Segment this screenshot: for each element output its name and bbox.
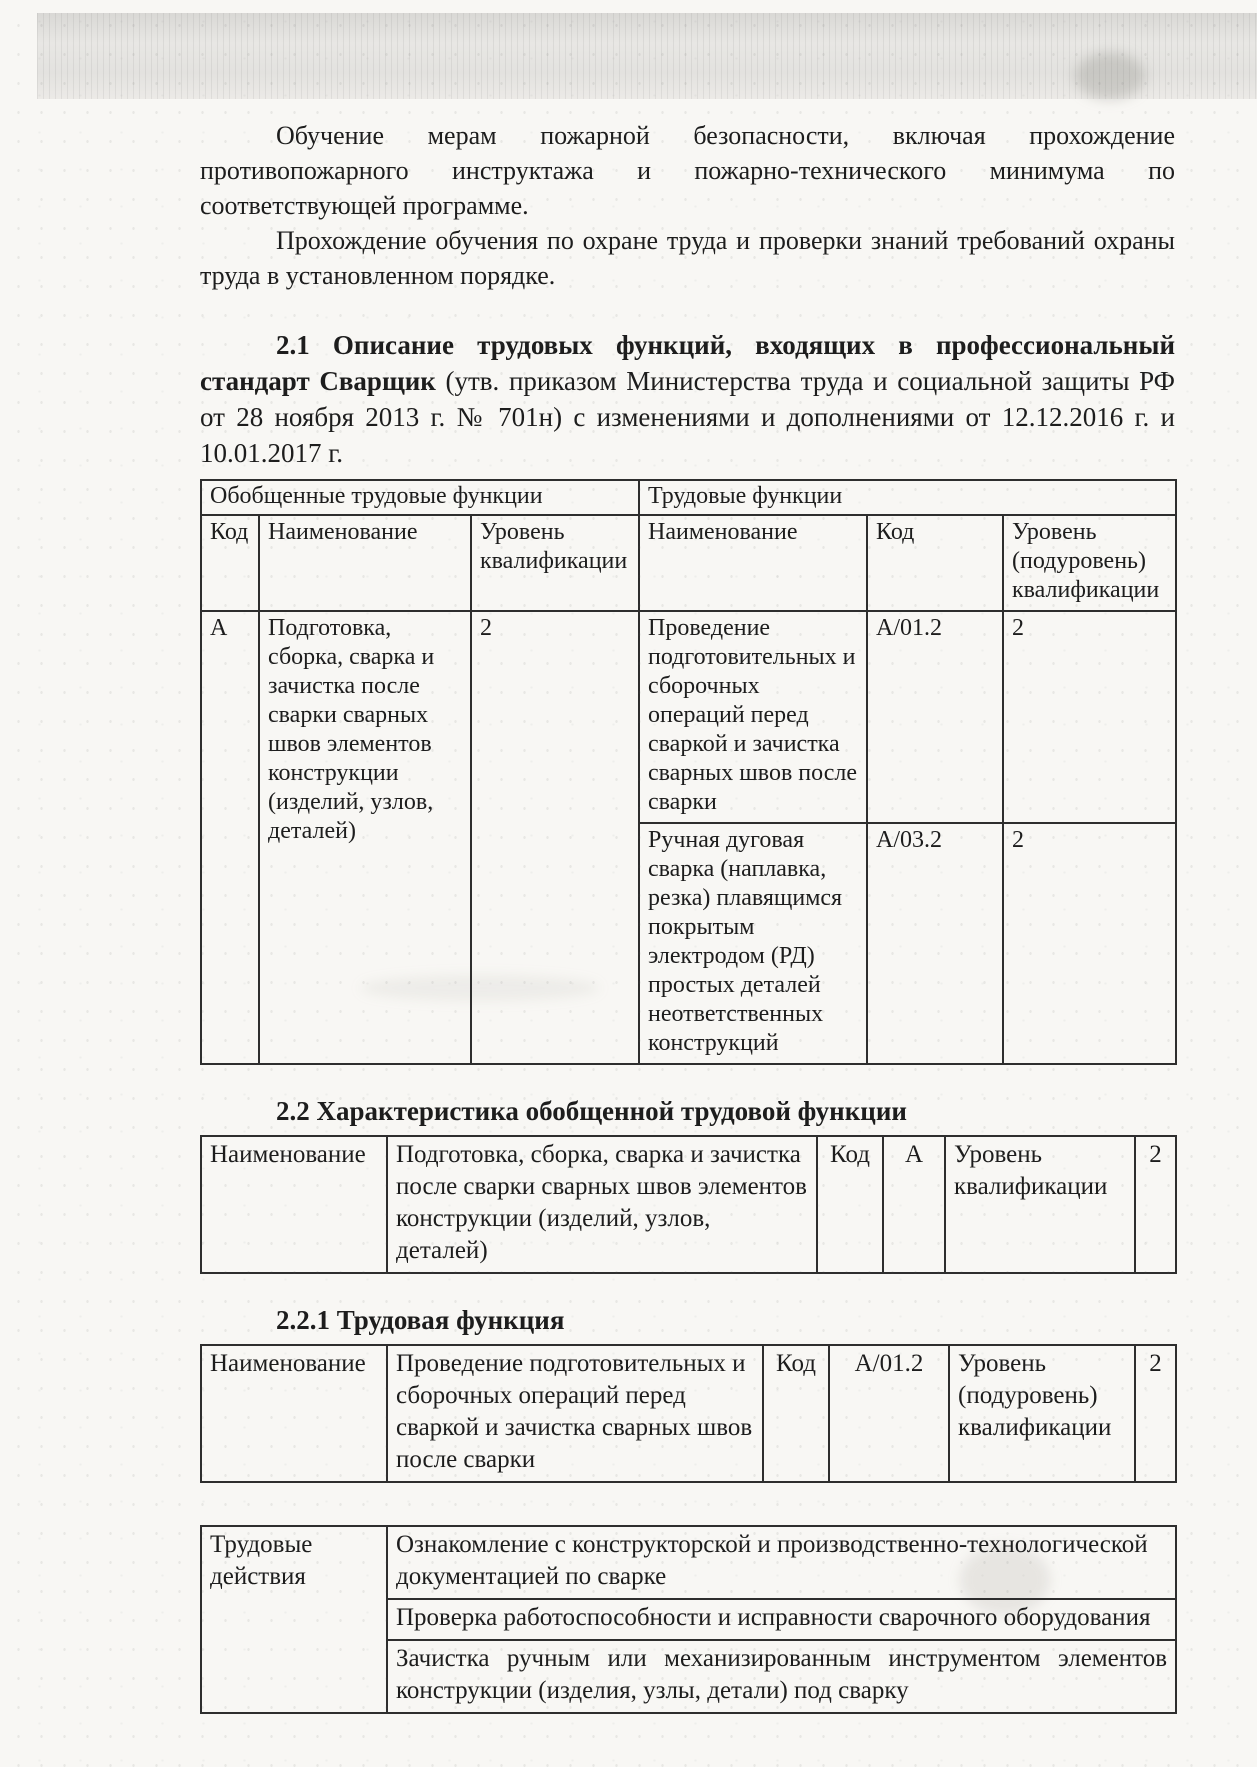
cell-function-2-level: 2 bbox=[1003, 823, 1176, 1064]
cell-name-label: Наименование bbox=[201, 1136, 387, 1273]
labor-function-table bbox=[200, 1344, 1177, 1483]
functions-table-group-header-row bbox=[201, 480, 1176, 515]
cell-name-value: Подготовка, сборка, сварка и зачистка после сварки сварных швов элементов конструкции (изделий, узлов, деталей) bbox=[387, 1136, 817, 1273]
section-2-2-heading: 2.2 Характеристика обобщенной трудовой функции bbox=[276, 1096, 907, 1126]
section-2-1-heading bbox=[200, 327, 1175, 471]
cell-level-value: 2 bbox=[1135, 1136, 1176, 1273]
cell-function-1-level: 2 bbox=[1003, 611, 1176, 823]
column-header-name: Наименование bbox=[259, 515, 471, 611]
section-2-1-heading-bold: 2.1 Описание трудовых функций, входящих в профессиональный стандарт Сварщик bbox=[200, 330, 1175, 396]
cell-function-2-code: А/03.2 bbox=[867, 823, 1003, 1064]
column-header-level: Уровень квалификации bbox=[471, 515, 639, 611]
table-row bbox=[201, 1345, 1176, 1482]
cell-function-1-code: А/01.2 bbox=[867, 611, 1003, 823]
table-row bbox=[201, 611, 1176, 823]
cell-level-value: 2 bbox=[1135, 1345, 1176, 1482]
functions-table-column-header-row bbox=[201, 515, 1176, 611]
cell-code-value: А bbox=[883, 1136, 945, 1273]
column-header-function-name: Наименование bbox=[639, 515, 867, 611]
functions-table bbox=[200, 479, 1177, 1065]
column-header-function-code: Код bbox=[867, 515, 1003, 611]
column-header-code: Код bbox=[201, 515, 259, 611]
cell-name-label: Наименование bbox=[201, 1345, 387, 1482]
cell-name-value: Проведение подготовительных и сборочных операций перед сваркой и зачистка сварных швов после сварки bbox=[387, 1345, 763, 1482]
paragraph-labor-protection: Прохождение обучения по охране труда и проверки знаний требований охраны труда в установленном порядке. bbox=[200, 226, 1175, 290]
cell-action-2: Проверка работоспособности и исправности сварочного оборудования bbox=[387, 1599, 1176, 1640]
cell-level-label: Уровень квалификации bbox=[945, 1136, 1135, 1273]
cell-function-1-name: Проведение подготовительных и сборочных операций перед сваркой и зачистка сварных швов после сварки bbox=[639, 611, 867, 823]
table-row bbox=[201, 1526, 1176, 1599]
section-2-2-1-heading: 2.2.1 Трудовая функция bbox=[276, 1305, 565, 1335]
cell-action-1: Ознакомление с конструкторской и производственно-технологической документацией по сварке bbox=[387, 1526, 1176, 1599]
cell-generalized-code: А bbox=[201, 611, 259, 1064]
cell-function-2-name: Ручная дуговая сварка (наплавка, резка) плавящимся покрытым электродом (РД) простых деталей неответственных конструкций bbox=[639, 823, 867, 1064]
group-header-generalized: Обобщенные трудовые функции bbox=[201, 480, 639, 515]
cell-generalized-name: Подготовка, сборка, сварка и зачистка после сварки сварных швов элементов конструкции (изделий, узлов, деталей) bbox=[259, 611, 471, 1064]
cell-code-label: Код bbox=[817, 1136, 883, 1273]
cell-actions-label: Трудовые действия bbox=[201, 1526, 387, 1713]
cell-generalized-level: 2 bbox=[471, 611, 639, 1064]
generalized-function-table bbox=[200, 1135, 1177, 1274]
cell-level-label: Уровень (подуровень) квалификации bbox=[949, 1345, 1135, 1482]
column-header-sublevel: Уровень (подуровень) квалификации bbox=[1003, 515, 1176, 611]
section-2-1-heading-rest: (утв. приказом Министерства труда и социальной защиты РФ от 28 ноября 2013 г. № 701н) с изменениями и дополнениями от 12.12.2016 г. и 10.01.2017 г. bbox=[200, 366, 1176, 468]
labor-actions-table bbox=[200, 1525, 1177, 1714]
paragraph-fire-safety: Обучение мерам пожарной безопасности, включая прохождение противопожарного инструктажа и пожарно-технического минимума по соответствующей программе. bbox=[200, 121, 1175, 220]
scan-artifact-band bbox=[37, 13, 1257, 99]
page-content bbox=[200, 118, 1175, 1714]
cell-code-label: Код bbox=[763, 1345, 829, 1482]
cell-action-3: Зачистка ручным или механизированным инструментом элементов конструкции (изделия, узлы, детали) под сварку bbox=[387, 1640, 1176, 1713]
group-header-functions: Трудовые функции bbox=[639, 480, 1176, 515]
cell-code-value: А/01.2 bbox=[829, 1345, 949, 1482]
table-row bbox=[201, 1136, 1176, 1273]
